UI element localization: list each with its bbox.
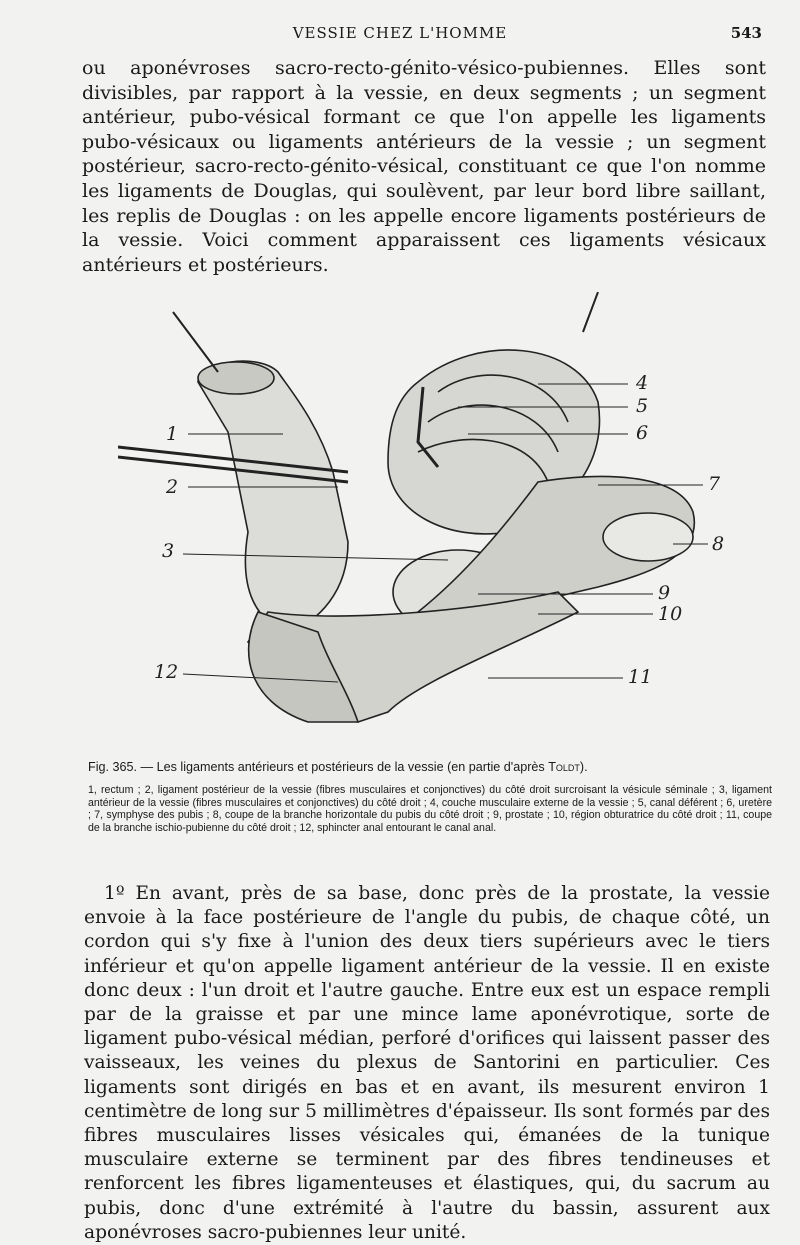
running-title: VESSIE CHEZ L'HOMME bbox=[292, 24, 508, 42]
figure-label-3: 3 bbox=[162, 540, 175, 562]
figure-label-9: 9 bbox=[658, 582, 671, 604]
caption-author: Toldt bbox=[548, 760, 580, 774]
figure-label-6: 6 bbox=[636, 422, 649, 444]
anatomical-figure bbox=[118, 292, 738, 742]
figure-label-8: 8 bbox=[712, 533, 725, 555]
intro-paragraph: ou aponévroses sacro-recto-génito-vésico-pubiennes. Elles sont divisibles, par rapport à la vessie, en deux segments ; un segment antérieur, pubo-vésical formant ce que l'on appelle les ligaments pubo-vésicaux ou ligaments antérieurs de la vessie ; un segment postérieur, sacro-recto-génito-vésical, constituant ce que l'on nomme les ligaments de Douglas, qui soulèvent, par leur bord libre saillant, les replis de Douglas : on les appelle encore ligaments postérieurs de la vessie. Voici comment apparaissent ces ligaments vésicaux antérieurs et postérieurs. bbox=[82, 57, 766, 276]
main-paragraph: 1º En avant, près de sa base, donc près de la prostate, la vessie envoie à la face postérieure de l'angle du pubis, de chaque côté, un cordon qui s'y fixe à l'union des deux tiers supérieurs avec le tiers inférieur et qu'on appelle ligament antérieur de la vessie. Il en existe donc deux : l'un droit et l'autre gauche. Entre eux est un espace rempli par de la graisse et par une mince lame aponévrotique, sorte de ligament pubo-vésical médian, perforé d'orifices qui laissent passer des vaisseaux, les veines du plexus de Santorini en particulier. Ces ligaments sont dirigés en bas et en avant, ils mesurent environ 1 centimètre de long sur 5 millimètres d'épaisseur. Ils sont formés par des fibres musculaires lisses vésicales qui, émanées de la tunique musculaire externe se terminent par des fibres tendineuses et renforcent les fibres ligamenteuses et élastiques, qui, du sacrum au pubis, donc d'une extrémité à l'autre du bassin, assurent aux aponévroses sacro-pubiennes leur unité. bbox=[84, 883, 770, 1243]
figure-label-5: 5 bbox=[636, 395, 649, 417]
figure-caption bbox=[88, 760, 768, 774]
figure-label-7: 7 bbox=[708, 473, 721, 495]
caption-title: Fig. 365. — Les ligaments antérieurs et postérieurs de la vessie (en partie d'après bbox=[88, 760, 545, 774]
figure-label-10: 10 bbox=[658, 603, 683, 625]
figure-illustration bbox=[118, 292, 694, 722]
caption-end: ). bbox=[579, 760, 588, 774]
figure-label-4: 4 bbox=[636, 372, 649, 394]
figure-label-11: 11 bbox=[628, 666, 653, 688]
page-number: 543 bbox=[730, 24, 762, 42]
page-header bbox=[0, 22, 800, 46]
figure-legend: 1, rectum ; 2, ligament postérieur de la vessie (fibres musculaires et conjonctives) du côté droit surcroisant la vésicule séminale ; 3, ligament antérieur de la vessie (fibres musculaires et conjonctives) du côté droit ; 4, couche musculaire externe de la vessie ; 5, canal déférent ; 6, uretère ; 7, symphyse des pubis ; 8, coupe de la branche horizontale du pubis du côté droit ; 9, prostate ; 10, région obturatrice du côté droit ; 11, coupe de la branche ischio-pubienne du côté droit ; 12, sphincter anal entourant le canal anal. bbox=[88, 784, 772, 834]
figure-label-12: 12 bbox=[154, 661, 179, 683]
figure-label-1: 1 bbox=[166, 423, 179, 445]
figure-label-2: 2 bbox=[166, 476, 179, 498]
